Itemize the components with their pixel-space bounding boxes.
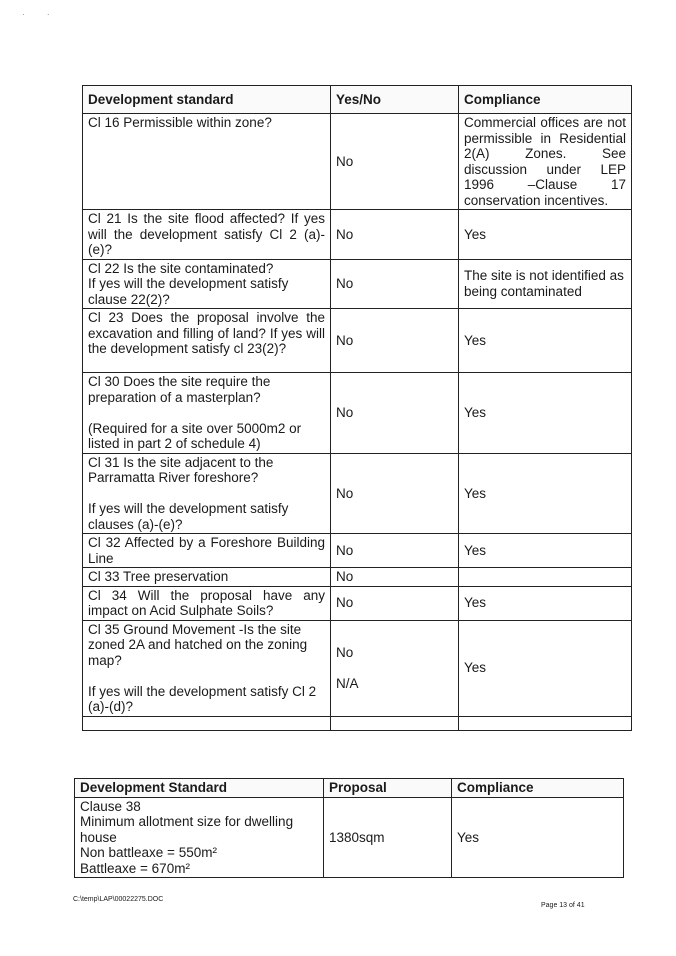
yesno-cell: No — [331, 259, 459, 309]
compliance-cell: Commercial offices are not permissible in Residential 2(A) Zones. See discussion under LEP 1996 –Clause 17 conservation incentives. — [459, 114, 632, 210]
table-row — [83, 568, 632, 587]
yesno-cell: No — [331, 373, 459, 454]
standard-cell: Cl 30 Does the site require the preparation of a masterplan? (Required for a site over 5000m2 or listed in part 2 of schedule 4) — [83, 373, 331, 454]
compliance-cell: Yes — [459, 210, 632, 260]
compliance-cell — [459, 568, 632, 587]
compliance-cell: Yes — [459, 534, 632, 568]
table-row — [83, 716, 632, 730]
yesno-cell: No — [331, 309, 459, 373]
header-proposal: Proposal — [324, 779, 452, 798]
scan-marks: · · — [22, 10, 50, 19]
yesno-cell: No — [331, 114, 459, 210]
header-compliance: Compliance — [459, 86, 632, 114]
yesno-cell: No — [331, 210, 459, 260]
compliance-cell: Yes — [452, 797, 624, 878]
table-row — [83, 210, 632, 260]
compliance-cell: The site is not identified as being contaminated — [459, 259, 632, 309]
compliance-cell: Yes — [459, 586, 632, 620]
standard-cell: Cl 22 Is the site contaminated? If yes will the development satisfy clause 22(2)? — [83, 259, 331, 309]
compliance-cell: Yes — [459, 373, 632, 454]
table-row — [83, 586, 632, 620]
table-row — [83, 114, 632, 210]
proposal-cell: 1380sqm — [324, 797, 452, 878]
yesno-cell: No — [331, 534, 459, 568]
compliance-cell: Yes — [459, 620, 632, 716]
yesno-cell: No — [331, 586, 459, 620]
standard-cell: Cl 33 Tree preservation — [83, 568, 331, 587]
table-row — [83, 373, 632, 454]
table-row — [75, 797, 624, 878]
table-header-row — [75, 779, 624, 798]
yesno-cell: No N/A — [331, 620, 459, 716]
yesno-cell: No — [331, 453, 459, 534]
standard-cell: Cl 16 Permissible within zone? — [83, 114, 331, 210]
footer-page-number: Page 13 of 41 — [541, 902, 585, 909]
header-yes-no: Yes/No — [331, 86, 459, 114]
footer-file-path: C:\temp\LAP\00022275.DOC — [73, 896, 164, 903]
header-development-standard: Development standard — [83, 86, 331, 114]
development-standards-table — [82, 85, 632, 731]
standard-cell — [83, 716, 331, 730]
standard-cell: Cl 35 Ground Movement -Is the site zoned 2A and hatched on the zoning map? If yes will the development satisfy Cl 2 (a)-(d)? — [83, 620, 331, 716]
table-row — [83, 259, 632, 309]
standard-cell: Cl 23 Does the proposal involve the excavation and filling of land? If yes will the development satisfy cl 23(2)? — [83, 309, 331, 373]
table-row — [83, 453, 632, 534]
header-compliance: Compliance — [452, 779, 624, 798]
standard-cell: Cl 34 Will the proposal have any impact on Acid Sulphate Soils? — [83, 586, 331, 620]
header-development-standard: Development Standard — [75, 779, 324, 798]
table-header-row — [83, 86, 632, 114]
table-row — [83, 534, 632, 568]
clause-38-table — [74, 778, 624, 878]
yesno-cell: No — [331, 568, 459, 587]
standard-cell: Cl 32 Affected by a Foreshore Building Line — [83, 534, 331, 568]
standard-cell: Clause 38 Minimum allotment size for dwelling house Non battleaxe = 550m² Battleaxe = 670m² — [75, 797, 324, 878]
table-row — [83, 309, 632, 373]
yesno-cell — [331, 716, 459, 730]
standard-cell: Cl 31 Is the site adjacent to the Parramatta River foreshore? If yes will the development satisfy clauses (a)-(e)? — [83, 453, 331, 534]
compliance-cell: Yes — [459, 309, 632, 373]
table-row — [83, 620, 632, 716]
standard-cell: Cl 21 Is the site flood affected? If yes will the development satisfy Cl 2 (a)-(e)? — [83, 210, 331, 260]
compliance-cell — [459, 716, 632, 730]
compliance-cell: Yes — [459, 453, 632, 534]
